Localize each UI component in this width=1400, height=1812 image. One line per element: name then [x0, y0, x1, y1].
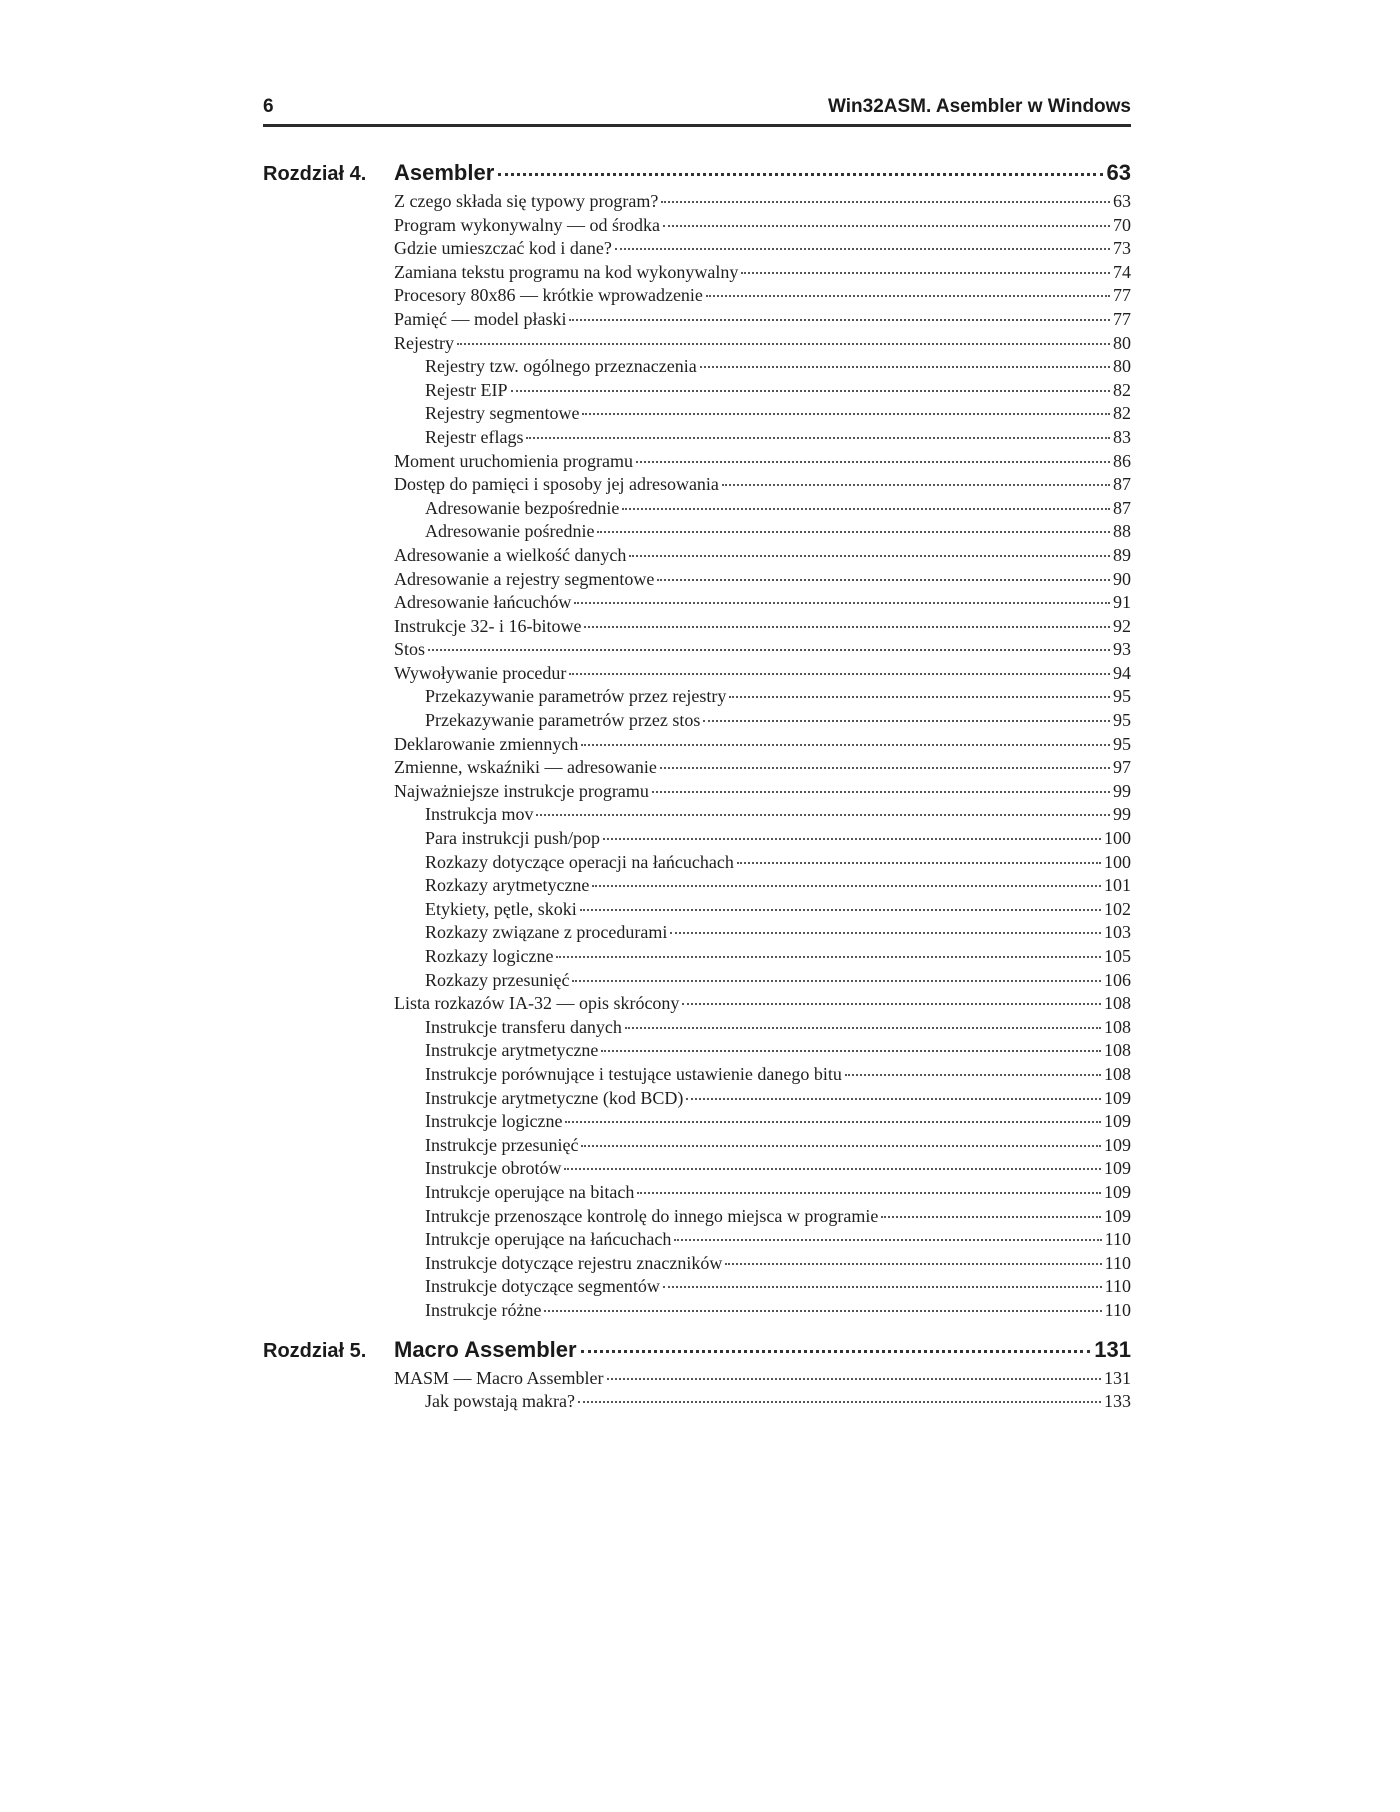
chapter-entries: [394, 190, 1131, 1323]
toc-entry: [394, 685, 1131, 709]
entry-title: Zmienne, wskaźniki — adresowanie: [394, 757, 657, 778]
dot-leader: [581, 1145, 1101, 1147]
entry-page-number: 109: [1104, 1111, 1131, 1132]
toc-entry: [394, 992, 1131, 1016]
dot-leader: [584, 626, 1110, 628]
dot-leader: [737, 862, 1101, 864]
entry-title: Instrukcje dotyczące segmentów: [425, 1276, 660, 1297]
entry-page-number: 94: [1113, 662, 1131, 683]
toc-entry: [394, 756, 1131, 780]
entry-title: Rozkazy związane z procedurami: [425, 922, 668, 943]
entry-title: Instrukcje różne: [425, 1299, 542, 1320]
toc-entry: [394, 332, 1131, 356]
entry-title: Instrukcje logiczne: [425, 1111, 563, 1132]
entry-page-number: 109: [1104, 1158, 1131, 1179]
entry-title: Deklarowanie zmiennych: [394, 733, 579, 754]
entry-title: Rozkazy arytmetyczne: [425, 875, 590, 896]
dot-leader: [498, 173, 1102, 176]
dot-leader: [625, 1027, 1101, 1029]
toc-entry: [394, 1063, 1131, 1087]
dot-leader: [607, 1378, 1102, 1380]
entry-page-number: 77: [1113, 308, 1131, 329]
dot-leader: [511, 390, 1111, 392]
entry-title: Instrukcje obrotów: [425, 1158, 562, 1179]
toc-chapter: [263, 160, 1131, 1323]
dot-leader: [572, 980, 1101, 982]
entry-page-number: 110: [1104, 1252, 1131, 1273]
toc-entry: [394, 1134, 1131, 1158]
toc-entry: [394, 945, 1131, 969]
entry-title: Rejestr EIP: [425, 379, 508, 400]
dot-leader: [686, 1098, 1101, 1100]
chapter-entries: [394, 1367, 1131, 1414]
entry-page-number: 77: [1113, 285, 1131, 306]
entry-title: Adresowanie bezpośrednie: [425, 497, 620, 518]
toc-entry: [394, 237, 1131, 261]
dot-leader: [544, 1310, 1101, 1312]
entry-page-number: 74: [1113, 261, 1131, 282]
dot-leader: [582, 413, 1110, 415]
entry-page-number: 83: [1113, 426, 1131, 447]
toc-entry: [394, 520, 1131, 544]
dot-leader: [569, 673, 1110, 675]
entry-page-number: 103: [1104, 922, 1131, 943]
entry-title: Rejestry: [394, 332, 454, 353]
toc-entry: [394, 1087, 1131, 1111]
dot-leader: [657, 579, 1110, 581]
entry-page-number: 63: [1113, 191, 1131, 211]
dot-leader: [581, 1350, 1091, 1353]
entry-title: Instrukcje transferu danych: [425, 1016, 622, 1037]
entry-title: Jak powstają makra?: [425, 1391, 575, 1412]
page-number: 6: [263, 96, 274, 117]
entry-title: Rejestr eflags: [425, 426, 524, 447]
toc-entry: [394, 1390, 1131, 1414]
dot-leader: [622, 508, 1110, 510]
entry-page-number: 95: [1113, 686, 1131, 707]
entry-title: Instrukcja mov: [425, 804, 534, 825]
entry-title: Moment uruchomienia programu: [394, 450, 633, 471]
chapter-label: Rozdział 4.: [263, 163, 367, 185]
dot-leader: [603, 838, 1101, 840]
dot-leader: [636, 461, 1110, 463]
dot-leader: [629, 555, 1110, 557]
entry-title: Instrukcje porównujące i testujące ustawienie danego bitu: [425, 1063, 842, 1084]
page-header: [263, 96, 1131, 122]
entry-page-number: 106: [1104, 969, 1131, 990]
entry-page-number: 82: [1113, 379, 1131, 400]
dot-leader: [663, 1286, 1102, 1288]
dot-leader: [565, 1121, 1101, 1123]
entry-title: Program wykonywalny — od środka: [394, 214, 660, 235]
dot-leader: [615, 248, 1110, 250]
entry-title: Para instrukcji push/pop: [425, 828, 600, 849]
entry-page-number: 110: [1104, 1229, 1131, 1250]
dot-leader: [637, 1192, 1101, 1194]
chapter-title-row: [394, 160, 1131, 186]
dot-leader: [663, 225, 1110, 227]
entry-page-number: 108: [1104, 1016, 1131, 1037]
entry-title: Etykiety, pętle, skoki: [425, 898, 577, 919]
entry-page-number: 95: [1113, 710, 1131, 731]
dot-leader: [674, 1239, 1101, 1241]
dot-leader: [670, 932, 1101, 934]
entry-page-number: 82: [1113, 403, 1131, 424]
entry-title: Rozkazy dotyczące operacji na łańcuchach: [425, 851, 734, 872]
toc-entry: [394, 379, 1131, 403]
entry-title: Rejestry tzw. ogólnego przeznaczenia: [425, 356, 697, 377]
entry-page-number: 92: [1113, 615, 1131, 636]
entry-page-number: 100: [1104, 828, 1131, 849]
toc-entry: [394, 1205, 1131, 1229]
entry-title: Instrukcje dotyczące rejestru znaczników: [425, 1252, 723, 1273]
entry-page-number: 99: [1113, 780, 1131, 801]
entry-page-number: 108: [1104, 993, 1131, 1014]
chapter-page-number: 131: [1094, 1336, 1131, 1362]
chapter-page-number: 63: [1106, 160, 1131, 185]
toc-entry: [394, 709, 1131, 733]
entry-page-number: 133: [1104, 1391, 1131, 1412]
toc-entry: [394, 1157, 1131, 1181]
entry-title: Adresowanie pośrednie: [425, 521, 595, 542]
entry-title: Przekazywanie parametrów przez rejestry: [425, 686, 727, 707]
toc-entry: [394, 1228, 1131, 1252]
toc-entry: [394, 497, 1131, 521]
entry-title: Instrukcje arytmetyczne: [425, 1040, 599, 1061]
toc-entry: [394, 568, 1131, 592]
entry-page-number: 87: [1113, 497, 1131, 518]
dot-leader: [592, 885, 1101, 887]
toc-entry: [394, 1016, 1131, 1040]
toc-entry: [394, 355, 1131, 379]
toc-entry: [394, 615, 1131, 639]
chapter-title: Macro Assembler: [394, 1336, 577, 1362]
entry-page-number: 93: [1113, 639, 1131, 660]
entry-title: Rozkazy logiczne: [425, 946, 554, 966]
toc-entry: [394, 1252, 1131, 1276]
dot-leader: [706, 295, 1110, 297]
chapter-heading: [263, 1337, 1131, 1367]
entry-title: Instrukcje przesunięć: [425, 1134, 579, 1155]
entry-page-number: 108: [1104, 1063, 1131, 1084]
dot-leader: [729, 696, 1110, 698]
toc-entry: [394, 261, 1131, 285]
table-of-contents: [263, 160, 1131, 1428]
entry-page-number: 88: [1113, 521, 1131, 542]
dot-leader: [722, 484, 1110, 486]
toc-entry: [394, 969, 1131, 993]
entry-title: Procesory 80x86 — krótkie wprowadzenie: [394, 285, 703, 306]
entry-title: Intrukcje przenoszące kontrolę do innego miejsca w programie: [425, 1205, 879, 1226]
toc-entry: [394, 921, 1131, 945]
toc-entry: [394, 426, 1131, 450]
dot-leader: [578, 1401, 1101, 1403]
entry-title: Wywoływanie procedur: [394, 662, 567, 683]
entry-page-number: 80: [1113, 332, 1131, 353]
entry-title: Najważniejsze instrukcje programu: [394, 780, 649, 801]
entry-page-number: 80: [1113, 356, 1131, 377]
toc-chapter: [263, 1337, 1131, 1414]
entry-page-number: 90: [1113, 568, 1131, 589]
entry-title: Rejestry segmentowe: [425, 403, 580, 424]
entry-page-number: 87: [1113, 474, 1131, 495]
toc-entry: [394, 803, 1131, 827]
toc-entry: [394, 1299, 1131, 1323]
dot-leader: [700, 366, 1110, 368]
toc-entry: [394, 733, 1131, 757]
toc-entry: [394, 308, 1131, 332]
entry-page-number: 100: [1104, 851, 1131, 872]
dot-leader: [652, 791, 1110, 793]
toc-entry: [394, 851, 1131, 875]
entry-page-number: 101: [1104, 875, 1131, 896]
chapter-label: Rozdział 5.: [263, 1339, 367, 1362]
dot-leader: [725, 1263, 1101, 1265]
entry-page-number: 99: [1113, 804, 1131, 825]
dot-leader: [569, 319, 1110, 321]
dot-leader: [564, 1168, 1101, 1170]
toc-entry: [394, 898, 1131, 922]
entry-page-number: 91: [1113, 592, 1131, 613]
toc-entry: [394, 402, 1131, 426]
entry-title: Intrukcje operujące na łańcuchach: [425, 1229, 672, 1250]
dot-leader: [703, 720, 1110, 722]
entry-page-number: 73: [1113, 238, 1131, 259]
entry-page-number: 110: [1104, 1299, 1131, 1320]
entry-page-number: 108: [1104, 1040, 1131, 1061]
toc-entry: [394, 780, 1131, 804]
toc-entry: [394, 1367, 1131, 1391]
chapter-title-row: [394, 1337, 1131, 1363]
entry-title: Stos: [394, 639, 426, 660]
entry-page-number: 110: [1104, 1276, 1131, 1297]
toc-entry: [394, 450, 1131, 474]
toc-entry: [394, 214, 1131, 238]
entry-page-number: 97: [1113, 757, 1131, 778]
dot-leader: [526, 437, 1110, 439]
entry-title: Adresowanie a rejestry segmentowe: [394, 568, 655, 589]
toc-entry: [394, 591, 1131, 615]
entry-page-number: 109: [1104, 1134, 1131, 1155]
entry-title: Adresowanie łańcuchów: [394, 592, 572, 613]
toc-entry: [394, 1181, 1131, 1205]
toc-entry: [394, 1039, 1131, 1063]
entry-title: Z czego składa się typowy program?: [394, 191, 659, 211]
dot-leader: [536, 814, 1110, 816]
dot-leader: [881, 1216, 1101, 1218]
dot-leader: [581, 744, 1110, 746]
dot-leader: [597, 531, 1110, 533]
toc-entry: [394, 473, 1131, 497]
dot-leader: [660, 767, 1110, 769]
toc-entry: [394, 1275, 1131, 1299]
dot-leader: [457, 343, 1110, 345]
toc-entry: [394, 827, 1131, 851]
entry-page-number: 86: [1113, 450, 1131, 471]
running-title: Win32ASM. Asembler w Windows: [828, 96, 1131, 117]
entry-title: Instrukcje arytmetyczne (kod BCD): [425, 1087, 684, 1108]
entry-page-number: 109: [1104, 1181, 1131, 1202]
entry-title: Instrukcje 32- i 16-bitowe: [394, 615, 582, 636]
entry-page-number: 89: [1113, 544, 1131, 565]
toc-entry: [394, 1110, 1131, 1134]
header-rule: [263, 124, 1131, 127]
entry-page-number: 70: [1113, 214, 1131, 235]
dot-leader: [580, 909, 1101, 911]
entry-title: Przekazywanie parametrów przez stos: [425, 710, 701, 731]
dot-leader: [682, 1003, 1101, 1005]
entry-title: Lista rozkazów IA-32 –– opis skrócony: [394, 993, 680, 1014]
entry-page-number: 95: [1113, 733, 1131, 754]
entry-page-number: 109: [1104, 1087, 1131, 1108]
dot-leader: [845, 1074, 1101, 1076]
toc-entry: [394, 284, 1131, 308]
toc-entry: [394, 662, 1131, 686]
chapter-title: Asembler: [394, 160, 495, 185]
dot-leader: [661, 201, 1110, 203]
entry-title: Dostęp do pamięci i sposoby jej adresowania: [394, 474, 719, 495]
entry-title: MASM — Macro Assembler: [394, 1367, 604, 1388]
toc-entry: [394, 190, 1131, 214]
entry-page-number: 102: [1104, 898, 1131, 919]
entry-page-number: 131: [1104, 1367, 1131, 1388]
dot-leader: [428, 649, 1110, 651]
toc-entry: [394, 874, 1131, 898]
entry-title: Gdzie umieszczać kod i dane?: [394, 238, 612, 259]
entry-page-number: 105: [1104, 946, 1131, 966]
toc-entry: [394, 544, 1131, 568]
dot-leader: [741, 272, 1110, 274]
entry-page-number: 109: [1104, 1205, 1131, 1226]
dot-leader: [574, 602, 1110, 604]
entry-title: Intrukcje operujące na bitach: [425, 1181, 635, 1202]
dot-leader: [601, 1050, 1101, 1052]
dot-leader: [556, 956, 1101, 958]
entry-title: Rozkazy przesunięć: [425, 969, 570, 990]
entry-title: Adresowanie a wielkość danych: [394, 544, 627, 565]
entry-title: Pamięć — model płaski: [394, 308, 567, 329]
toc-entry: [394, 638, 1131, 662]
entry-title: Zamiana tekstu programu na kod wykonywalny: [394, 261, 739, 282]
chapter-heading: [263, 160, 1131, 190]
